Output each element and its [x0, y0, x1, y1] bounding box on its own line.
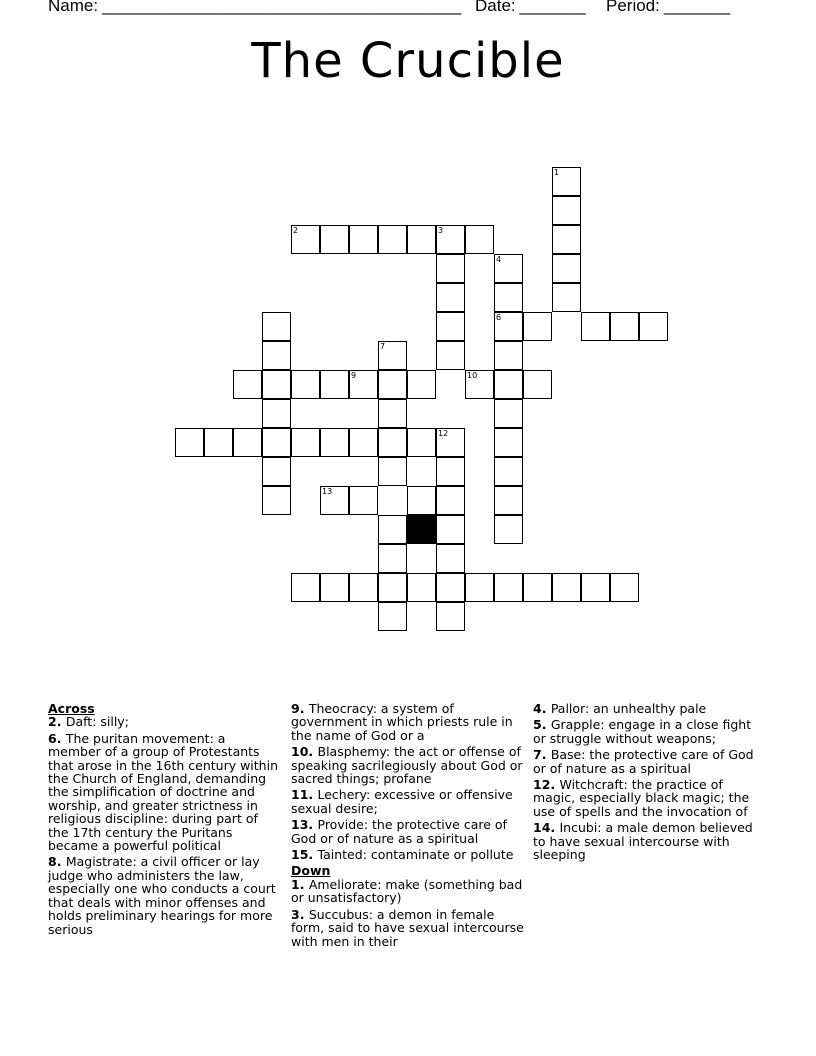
- crossword-cell[interactable]: [378, 544, 407, 573]
- clue-item: [533, 748, 765, 775]
- crossword-cell[interactable]: [233, 370, 262, 399]
- crossword-cell[interactable]: [494, 399, 523, 428]
- date-label: Date:: [475, 0, 516, 15]
- crossword-cell[interactable]: [262, 428, 291, 457]
- crossword-cell[interactable]: [436, 428, 465, 457]
- crossword-cell[interactable]: [552, 573, 581, 602]
- crossword-cell[interactable]: [320, 225, 349, 254]
- clues-column-3: [533, 702, 765, 864]
- crossword-cell[interactable]: [262, 341, 291, 370]
- clue-item-number: 13.: [291, 817, 318, 833]
- crossword-cell[interactable]: [407, 225, 436, 254]
- clue-item-number: 4.: [533, 701, 551, 716]
- crossword-cell[interactable]: [552, 225, 581, 254]
- crossword-cell[interactable]: [349, 225, 378, 254]
- clue-item: [291, 908, 525, 948]
- clue-item-number: 3.: [291, 906, 309, 922]
- crossword-cell[interactable]: [320, 370, 349, 399]
- crossword-cell[interactable]: [378, 515, 407, 544]
- crossword-cell[interactable]: [581, 312, 610, 341]
- clue-item: [291, 878, 525, 905]
- crossword-cell[interactable]: [436, 457, 465, 486]
- clue-item-text: The puritan movement: a member of a group of Protestants that arose in the 16th century within the Church of England, demanding the simplification of doctrine and worship, and greater strictness in religious discipline: during part of the 17th century the Puritans became a powerful political: [48, 730, 278, 854]
- clue-item-text: Tainted: contaminate or pollute: [317, 847, 514, 863]
- crossword-cell[interactable]: [494, 341, 523, 370]
- name-blank[interactable]: ______________________________________: [102, 0, 462, 15]
- crossword-cell[interactable]: [465, 370, 494, 399]
- clue-item: [48, 855, 280, 935]
- crossword-cell[interactable]: [349, 428, 378, 457]
- clue-item: [291, 702, 525, 742]
- crossword-cell[interactable]: [262, 399, 291, 428]
- crossword-cell[interactable]: [494, 370, 523, 399]
- clue-number: 10: [467, 371, 478, 380]
- crossword-cell[interactable]: [436, 486, 465, 515]
- crossword-cell[interactable]: [378, 602, 407, 631]
- crossword-cell[interactable]: [320, 428, 349, 457]
- clue-item: [48, 732, 280, 853]
- crossword-cell[interactable]: [320, 486, 349, 515]
- crossword-cell[interactable]: [378, 225, 407, 254]
- clues-column-1: [48, 702, 280, 939]
- crossword-cell[interactable]: [262, 486, 291, 515]
- clues-column-2: [291, 702, 525, 951]
- crossword-cell[interactable]: [523, 370, 552, 399]
- crossword-cell[interactable]: [494, 428, 523, 457]
- crossword-cell[interactable]: [378, 370, 407, 399]
- crossword-cell[interactable]: [523, 312, 552, 341]
- clue-item-number: 5.: [533, 717, 551, 733]
- clue-item-number: 15.: [291, 847, 318, 863]
- crossword-block-cell: [407, 515, 436, 544]
- clue-item: [533, 778, 765, 818]
- crossword-cell[interactable]: [552, 283, 581, 312]
- clue-item-number: 10.: [291, 744, 318, 760]
- clue-item-text: Pallor: an unhealthy pale: [550, 701, 707, 716]
- crossword-cell[interactable]: [407, 486, 436, 515]
- crossword-cell[interactable]: [291, 225, 320, 254]
- crossword-cell[interactable]: [291, 428, 320, 457]
- crossword-cell[interactable]: [523, 573, 552, 602]
- clue-item-number: 12.: [533, 777, 560, 793]
- crossword-cell[interactable]: [349, 486, 378, 515]
- crossword-cell[interactable]: [436, 312, 465, 341]
- crossword-cell[interactable]: [494, 283, 523, 312]
- crossword-cell[interactable]: [204, 428, 233, 457]
- clue-item-text: Ameliorate: make (something bad or unsatisfactory): [291, 876, 523, 906]
- crossword-cell[interactable]: [494, 254, 523, 283]
- clue-item-text: Incubi: a male demon believed to have sexual intercourse with sleeping: [533, 820, 753, 863]
- clue-number: 7: [380, 342, 386, 351]
- clue-item-number: 2.: [48, 714, 66, 730]
- clue-item-number: 8.: [48, 854, 66, 870]
- clue-item-text: Base: the protective care of God or of nature as a spiritual: [533, 747, 754, 776]
- crossword-cell[interactable]: [494, 312, 523, 341]
- clue-item-number: 9.: [291, 701, 309, 716]
- crossword-cell[interactable]: [436, 283, 465, 312]
- crossword-cell[interactable]: [436, 544, 465, 573]
- clue-item-number: 14.: [533, 820, 560, 836]
- clue-item: [533, 718, 765, 745]
- clue-item-text: Grapple: engage in a close fight or struggle without weapons;: [533, 717, 752, 746]
- clue-number: 6: [496, 313, 502, 322]
- crossword-cell[interactable]: [233, 428, 262, 457]
- clue-number: 3: [438, 226, 444, 235]
- clue-number: 1: [554, 168, 560, 177]
- crossword-cell[interactable]: [291, 370, 320, 399]
- clue-item: [291, 788, 525, 815]
- crossword-cell[interactable]: [436, 515, 465, 544]
- page-title: The Crucible: [251, 33, 565, 89]
- clue-item-text: Witchcraft: the practice of magic, especially black magic; the use of spells and the invocation of: [533, 777, 750, 819]
- crossword-cell[interactable]: [552, 254, 581, 283]
- crossword-cell[interactable]: [378, 399, 407, 428]
- clue-number: 12: [438, 429, 449, 438]
- crossword-cell[interactable]: [175, 428, 204, 457]
- clue-item: [48, 715, 280, 728]
- crossword-cell[interactable]: [262, 312, 291, 341]
- crossword-cell[interactable]: [291, 573, 320, 602]
- crossword-cell[interactable]: [610, 573, 639, 602]
- clue-number: 4: [496, 255, 502, 264]
- crossword-cell[interactable]: [407, 428, 436, 457]
- crossword-cell[interactable]: [494, 573, 523, 602]
- crossword-cell[interactable]: [436, 602, 465, 631]
- crossword-cell[interactable]: [436, 225, 465, 254]
- clue-item: [291, 848, 525, 861]
- crossword-cell[interactable]: [494, 515, 523, 544]
- crossword-cell[interactable]: [436, 254, 465, 283]
- crossword-cell[interactable]: [581, 573, 610, 602]
- clue-section-heading: Across: [48, 701, 95, 716]
- crossword-cell[interactable]: [378, 341, 407, 370]
- clue-item-number: 7.: [533, 747, 551, 763]
- clue-item-number: 11.: [291, 787, 318, 803]
- clue-item: [291, 745, 525, 785]
- crossword-cell[interactable]: [349, 573, 378, 602]
- clue-item-text: Provide: the protective care of God or of nature as a spiritual: [291, 817, 507, 846]
- clue-section-heading: Down: [291, 863, 331, 879]
- clue-item-text: Blasphemy: the act or offense of speaking sacrilegiously about God or sacred things; profane: [291, 744, 523, 787]
- crossword-cell[interactable]: [378, 573, 407, 602]
- period-blank[interactable]: _______: [663, 0, 731, 15]
- clue-item-text: Daft: silly;: [65, 714, 129, 730]
- clue-item: [533, 821, 765, 861]
- crossword-cell[interactable]: [320, 573, 349, 602]
- date-blank[interactable]: _______: [519, 0, 586, 15]
- crossword-cell[interactable]: [262, 457, 291, 486]
- name-label: Name:: [48, 0, 99, 15]
- clue-item: [291, 818, 525, 845]
- clue-item: [533, 702, 765, 715]
- clue-item-text: Succubus: a demon in female form, said to have sexual intercourse with men in their: [291, 906, 524, 949]
- clue-item-number: 6.: [48, 730, 66, 746]
- crossword-cell[interactable]: [465, 225, 494, 254]
- crossword-cell[interactable]: [494, 486, 523, 515]
- clue-number: 2: [293, 226, 299, 235]
- crossword-cell[interactable]: [262, 370, 291, 399]
- crossword-cell[interactable]: [407, 573, 436, 602]
- crossword-cell[interactable]: [436, 341, 465, 370]
- crossword-cell[interactable]: [610, 312, 639, 341]
- clue-number: 13: [322, 487, 333, 496]
- crossword-cell[interactable]: [494, 457, 523, 486]
- clue-item-text: Lechery: excessive or offensive sexual desire;: [291, 787, 513, 816]
- crossword-cell[interactable]: [378, 457, 407, 486]
- clue-item-number: 1.: [291, 876, 309, 892]
- clue-number: 9: [351, 371, 357, 380]
- crossword-cell[interactable]: [552, 196, 581, 225]
- crossword-cell[interactable]: [639, 312, 668, 341]
- crossword-cell[interactable]: [407, 370, 436, 399]
- clue-item-text: Theocracy: a system of government in which priests rule in the name of God or a: [291, 701, 513, 743]
- period-label: Period:: [606, 0, 660, 15]
- crossword-cell[interactable]: [349, 370, 378, 399]
- clue-item-text: Magistrate: a civil officer or lay judge who administers the law, especially one who conducts a court that deals with minor offenses and holds preliminary hearings for more serious: [48, 854, 276, 937]
- crossword-cell[interactable]: [465, 573, 494, 602]
- crossword-cell[interactable]: [436, 573, 465, 602]
- crossword-cell[interactable]: [552, 167, 581, 196]
- crossword-cell[interactable]: [378, 428, 407, 457]
